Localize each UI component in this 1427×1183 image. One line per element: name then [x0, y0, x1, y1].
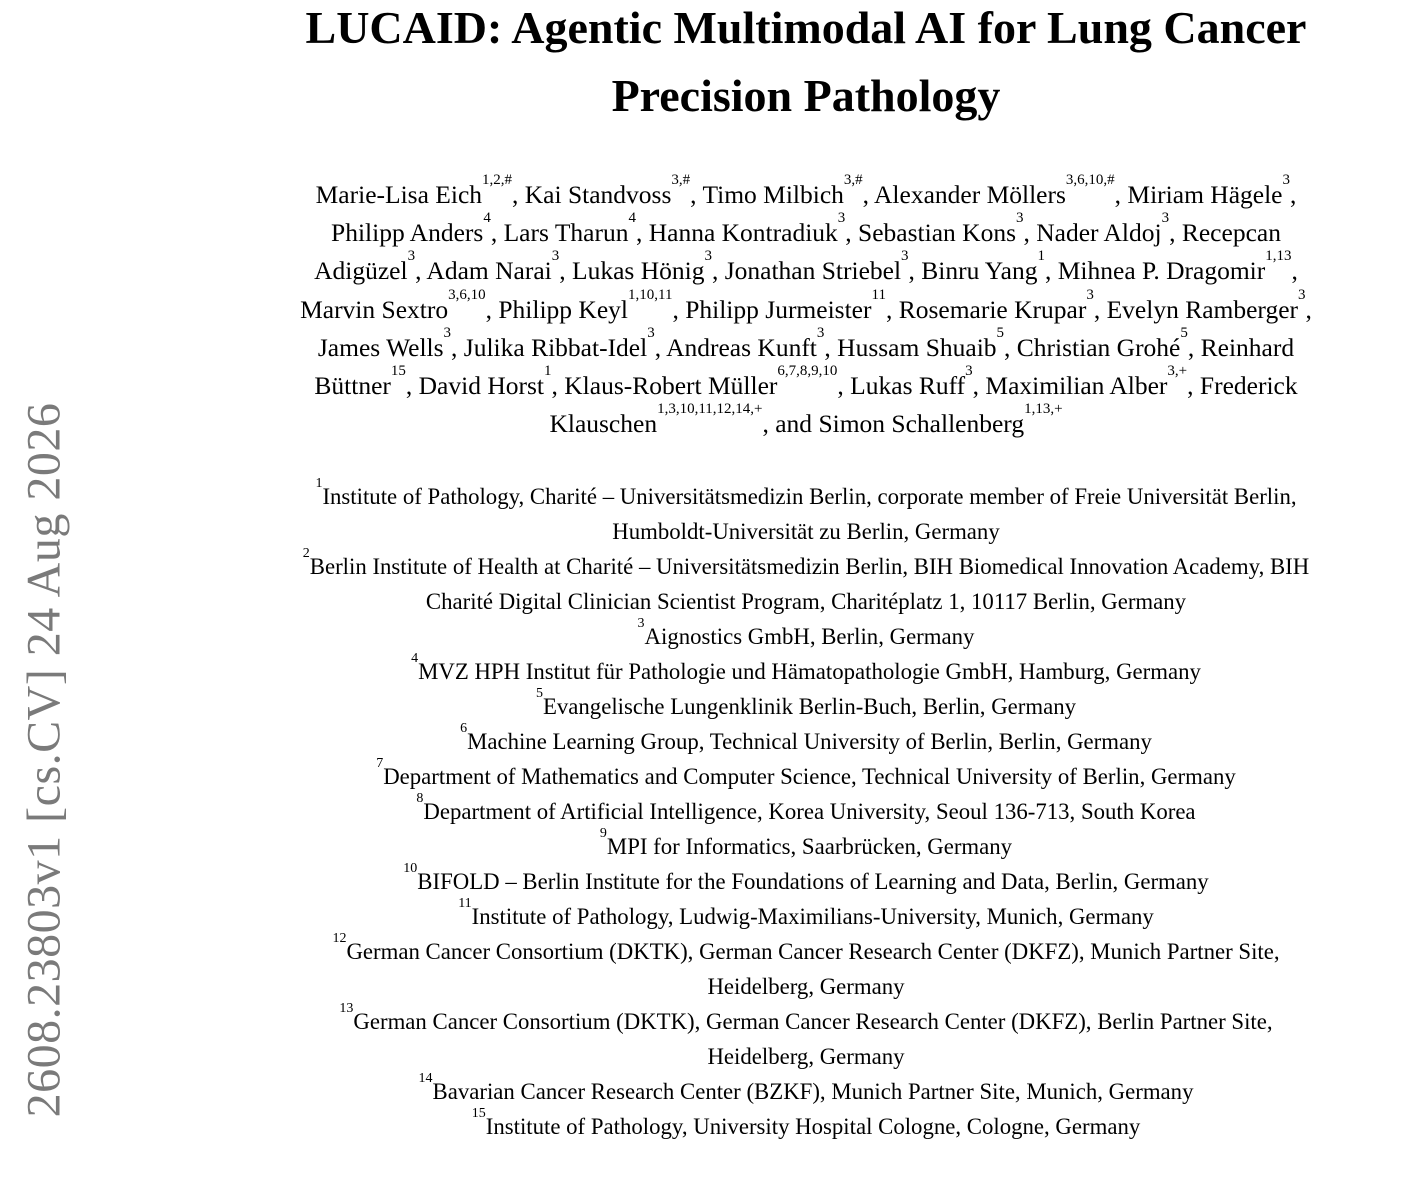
affiliation-item — [185, 721, 1427, 759]
author-affiliation-marker: 3 — [1282, 172, 1290, 188]
author-name: Binru Yang — [921, 256, 1038, 286]
author-separator: , — [690, 180, 703, 209]
author-affiliation-marker: 4 — [483, 210, 491, 227]
author-affiliation-marker: 1,2,# — [482, 172, 513, 188]
affiliation-line — [185, 1106, 1427, 1144]
affiliation-line — [185, 861, 1427, 899]
author-name: Marie-Lisa Eich — [315, 180, 483, 209]
author-affiliation-marker: 3 — [1161, 210, 1170, 227]
affiliation-text: Humboldt-Universität zu Berlin, Germany — [612, 519, 1000, 545]
author-affiliation-marker: 1,3,10,11,12,14,+ — [657, 401, 763, 418]
affiliation-text: Institute of Pathology, Ludwig-Maximilians-University, Munich, Germany — [471, 904, 1154, 930]
affiliation-list — [185, 476, 1427, 1144]
affiliation-line — [185, 616, 1427, 654]
author-separator: , — [512, 180, 525, 209]
affiliation-line — [185, 1039, 1427, 1074]
author-line — [189, 324, 1423, 367]
author-affiliation-marker: 3,+ — [1167, 363, 1188, 380]
affiliation-text: Aignostics GmbH, Berlin, Germany — [644, 624, 975, 650]
author-name: David Horst — [418, 371, 544, 401]
paper-title-line-2: Precision Pathology — [611, 70, 1001, 121]
author-separator: , — [1169, 218, 1182, 248]
affiliation-number: 13 — [339, 1001, 354, 1017]
author-name: Sebastian Kons — [858, 218, 1016, 248]
author-affiliation-marker: 3 — [965, 363, 973, 380]
affiliation-item — [185, 546, 1427, 619]
author-affiliation-marker: 1 — [1037, 248, 1045, 265]
author-separator: , — [1093, 294, 1107, 324]
author-name: Büttner — [314, 371, 391, 401]
affiliation-line — [185, 969, 1427, 1004]
author-name: Christian Grohé — [1016, 332, 1181, 362]
author-separator: , and — [762, 409, 819, 439]
author-separator: , — [845, 218, 859, 248]
affiliation-item — [185, 1071, 1427, 1109]
author-separator: , — [837, 371, 851, 401]
affiliation-item — [185, 476, 1427, 549]
author-list — [185, 172, 1427, 443]
affiliation-line — [185, 896, 1427, 934]
author-separator: , — [908, 256, 922, 286]
author-separator: , — [451, 332, 464, 362]
author-line — [189, 363, 1423, 405]
author-name: Lars Tharun — [503, 218, 629, 248]
author-affiliation-marker: 3,# — [843, 172, 863, 188]
affiliation-number: 14 — [418, 1071, 433, 1087]
author-affiliation-marker: 3 — [816, 324, 825, 341]
affiliation-line — [185, 931, 1427, 969]
author-name: Philipp Keyl — [498, 294, 628, 324]
affiliation-number: 11 — [458, 896, 472, 912]
author-separator: , — [485, 294, 499, 324]
author-affiliation-marker: 3 — [1086, 286, 1094, 303]
affiliation-line — [185, 651, 1427, 689]
affiliation-item — [185, 1106, 1427, 1144]
affiliation-text: Charité Digital Clinician Scientist Program, Charitéplatz 1, 10117 Berlin, Germany — [425, 589, 1187, 615]
affiliation-item — [185, 756, 1427, 794]
author-name: Alexander Möllers — [874, 180, 1066, 209]
author-affiliation-marker: 3 — [551, 248, 560, 265]
author-name: Klaus-Robert Müller — [564, 371, 778, 401]
author-separator: , — [415, 256, 427, 286]
affiliation-text: Berlin Institute of Health at Charité – Universitätsmedizin Berlin, BIH Biomedical Innovation Academy, BIH — [309, 554, 1310, 580]
author-separator: , — [711, 256, 725, 286]
author-name: James Wells — [317, 332, 444, 362]
affiliation-text: Department of Artificial Intelligence, Korea University, Seoul 136-713, South Korea — [423, 799, 1196, 825]
author-affiliation-marker: 1,10,11 — [628, 286, 673, 303]
affiliation-line — [185, 686, 1427, 724]
author-affiliation-marker: 15 — [390, 363, 406, 380]
author-line — [189, 172, 1423, 214]
paper-title — [185, 0, 1427, 130]
author-affiliation-marker: 11 — [871, 286, 886, 303]
affiliation-number: 2 — [302, 546, 310, 562]
author-line — [189, 248, 1423, 290]
author-affiliation-marker: 3 — [1016, 210, 1024, 227]
author-separator: , — [1004, 332, 1017, 362]
author-name: Julika Ribbat-Idel — [463, 332, 648, 362]
author-name: Recepcan — [1181, 218, 1281, 248]
author-affiliation-marker: 4 — [628, 210, 636, 227]
author-affiliation-marker: 1 — [544, 363, 552, 380]
author-affiliation-marker: 3 — [647, 324, 655, 341]
author-affiliation-marker: 3,6,10,# — [1065, 172, 1115, 188]
author-name: Adigüzel — [314, 256, 408, 286]
paper-title-line-1: LUCAID: Agentic Multimodal AI for Lung Cancer — [305, 2, 1307, 53]
author-name: Mihnea P. Dragomir — [1057, 256, 1266, 286]
author-name: Nader Aldoj — [1036, 218, 1162, 248]
affiliation-line — [185, 1071, 1427, 1109]
affiliation-line — [185, 546, 1427, 584]
author-affiliation-marker: 3 — [901, 248, 909, 265]
author-separator: , — [885, 294, 899, 324]
paper-front-matter — [185, 0, 1427, 1144]
author-separator: , — [1187, 371, 1200, 401]
author-name: Jonathan Striebel — [724, 256, 902, 286]
author-affiliation-marker: 5 — [996, 324, 1005, 341]
affiliation-text: MPI for Informatics, Saarbrücken, Germany — [606, 834, 1013, 860]
affiliation-number: 1 — [315, 476, 323, 492]
affiliation-text: Machine Learning Group, Technical University of Berlin, Berlin, Germany — [467, 729, 1152, 755]
affiliation-number: 9 — [599, 826, 607, 842]
affiliation-number: 5 — [535, 686, 543, 702]
author-separator: , — [490, 218, 504, 248]
affiliation-text: BIFOLD – Berlin Institute for the Foundations of Learning and Data, Berlin, Germany — [417, 869, 1209, 895]
affiliation-number: 4 — [411, 651, 419, 667]
affiliation-line — [185, 476, 1427, 514]
author-affiliation-marker: 3 — [704, 248, 712, 265]
author-separator: , — [1187, 332, 1201, 362]
affiliation-line — [185, 1001, 1427, 1039]
author-name: Maximilian Alber — [985, 371, 1168, 401]
author-separator: , — [1305, 294, 1312, 324]
affiliation-item — [185, 826, 1427, 864]
affiliation-number: 15 — [471, 1106, 486, 1122]
affiliation-text: German Cancer Consortium (DKTK), German Cancer Research Center (DKFZ), Berlin Partner Site, — [353, 1009, 1273, 1035]
author-affiliation-marker: 3 — [407, 248, 416, 265]
author-separator: , — [862, 180, 875, 209]
author-name: Andreas Kunft — [666, 332, 817, 362]
author-affiliation-marker: 3,# — [671, 172, 691, 188]
author-name: Philipp Anders — [331, 218, 484, 248]
author-name: Marvin Sextro — [300, 294, 449, 324]
affiliation-number: 6 — [460, 721, 468, 737]
author-separator: , — [972, 371, 986, 401]
author-separator: , — [1291, 256, 1298, 286]
author-name: Simon Schallenberg — [818, 409, 1025, 439]
affiliation-item — [185, 651, 1427, 689]
author-separator: , — [559, 256, 572, 286]
affiliation-item — [185, 791, 1427, 829]
author-affiliation-marker: 3 — [1298, 286, 1306, 303]
affiliation-text: Evangelische Lungenklinik Berlin-Buch, Berlin, Germany — [542, 694, 1077, 720]
affiliation-item — [185, 1001, 1427, 1074]
author-line — [189, 401, 1423, 443]
affiliation-text: Institute of Pathology, University Hospital Cologne, Cologne, Germany — [485, 1114, 1141, 1140]
affiliation-item — [185, 861, 1427, 899]
affiliation-line — [185, 791, 1427, 829]
author-name: Reinhard — [1200, 332, 1295, 362]
author-name: Hussam Shuaib — [837, 332, 997, 362]
author-affiliation-marker: 3 — [443, 324, 452, 341]
affiliation-item — [185, 896, 1427, 934]
author-separator: , — [672, 294, 686, 324]
author-affiliation-marker: 5 — [1180, 324, 1188, 341]
affiliation-text: Heidelberg, Germany — [707, 1044, 905, 1070]
affiliation-text: MVZ HPH Institut für Pathologie und Hämatopathologie GmbH, Hamburg, Germany — [418, 659, 1201, 685]
author-separator: , — [551, 371, 565, 401]
author-line — [189, 286, 1423, 329]
author-name: Rosemarie Krupar — [898, 294, 1087, 324]
author-name: Evelyn Ramberger — [1106, 294, 1299, 324]
author-separator: , — [1290, 180, 1297, 209]
affiliation-line — [185, 514, 1427, 549]
author-name: Miriam Hägele — [1127, 180, 1283, 209]
author-separator: , — [654, 332, 667, 362]
affiliation-line — [185, 584, 1427, 619]
author-separator: , — [1045, 256, 1058, 286]
author-name: Timo Milbich — [702, 180, 844, 209]
arxiv-identifier-stamp: 2608.23803v1 [cs.CV] 24 Aug 2026 — [17, 402, 71, 1118]
affiliation-number: 3 — [637, 616, 645, 632]
author-name: Kai Standvoss — [524, 180, 672, 209]
affiliation-item — [185, 686, 1427, 724]
affiliation-text: Department of Mathematics and Computer Science, Technical University of Berlin, Germany — [383, 764, 1236, 790]
affiliation-text: Heidelberg, Germany — [707, 974, 905, 1000]
author-name: Lukas Ruff — [850, 371, 966, 401]
author-separator: , — [1114, 180, 1128, 209]
affiliation-number: 10 — [403, 861, 418, 877]
affiliation-text: German Cancer Consortium (DKTK), German Cancer Research Center (DKFZ), Munich Partner Site, — [346, 939, 1280, 965]
author-name: Klauschen — [549, 409, 658, 439]
author-name: Philipp Jurmeister — [685, 294, 872, 324]
author-separator: , — [824, 332, 838, 362]
affiliation-line — [185, 721, 1427, 759]
affiliation-number: 7 — [376, 756, 384, 772]
affiliation-line — [185, 756, 1427, 794]
author-separator: , — [405, 371, 419, 401]
author-affiliation-marker: 3 — [837, 210, 846, 227]
author-affiliation-marker: 1,13,+ — [1024, 401, 1063, 418]
author-affiliation-marker: 1,13 — [1265, 248, 1292, 265]
author-affiliation-marker: 3,6,10 — [448, 286, 486, 303]
author-line — [189, 210, 1423, 252]
affiliation-number: 12 — [332, 931, 347, 947]
author-name: Hanna Kontradiuk — [648, 218, 838, 248]
affiliation-item — [185, 616, 1427, 654]
author-name: Frederick — [1199, 371, 1298, 401]
affiliation-number: 8 — [416, 791, 424, 807]
affiliation-text: Bavarian Cancer Research Center (BZKF), Munich Partner Site, Munich, Germany — [432, 1079, 1194, 1105]
author-affiliation-marker: 6,7,8,9,10 — [777, 363, 838, 380]
author-name: Adam Narai — [426, 256, 552, 286]
author-name: Lukas Hönig — [572, 256, 705, 286]
author-separator: , — [635, 218, 649, 248]
author-separator: , — [1023, 218, 1037, 248]
affiliation-item — [185, 931, 1427, 1004]
affiliation-text: Institute of Pathology, Charité – Universitätsmedizin Berlin, corporate member of Freie Universität Berlin, — [322, 484, 1297, 510]
affiliation-line — [185, 826, 1427, 864]
